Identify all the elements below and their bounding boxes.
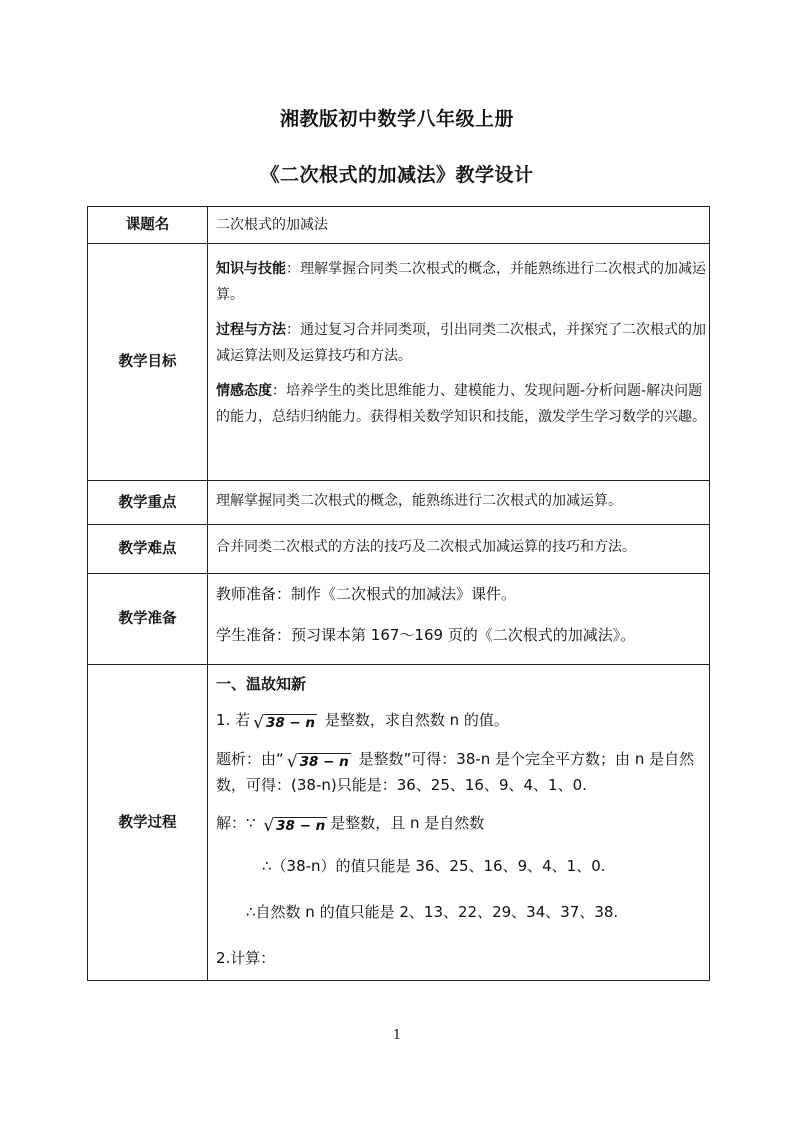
value-difficulties: 合并同类二次根式的方法的技巧及二次根式加减运算的技巧和方法。 xyxy=(208,525,710,574)
question-2: 2.计算： xyxy=(216,949,276,967)
label-goals: 教学目标 xyxy=(88,244,208,481)
label-difficulties: 教学难点 xyxy=(88,525,208,574)
label-process: 教学过程 xyxy=(88,665,208,981)
row-topic xyxy=(88,207,710,244)
label-topic: 课题名 xyxy=(88,207,208,244)
radical-sign-icon: √ xyxy=(253,713,264,733)
sqrt-expression xyxy=(263,817,327,835)
prep-student: 学生准备：预习课本第 167～169 页的《二次根式的加减法》。 xyxy=(216,626,636,644)
goal-process xyxy=(216,317,709,369)
row-goals xyxy=(88,244,710,481)
analysis-prefix: 题析：由“ xyxy=(216,750,284,768)
sqrt-expression xyxy=(253,714,317,732)
solution-step-2: ∴自然数 n 的值只能是 2、13、22、29、34、37、38. xyxy=(246,903,619,921)
radicand: 38 − n xyxy=(276,818,326,834)
goal-process-text: ：通过复习合并同类项，引出同类二次根式，并探究了二次根式的加减运算法则及运算技巧和方法。 xyxy=(216,322,706,364)
value-key-points: 理解掌握同类二次根式的概念，能熟练进行二次根式的加减运算。 xyxy=(208,481,710,525)
value-topic: 二次根式的加减法 xyxy=(208,207,710,244)
goal-process-head: 过程与方法 xyxy=(216,322,286,338)
goal-knowledge xyxy=(216,256,709,308)
sqrt-expression xyxy=(287,753,351,771)
goal-knowledge-head: 知识与技能 xyxy=(216,261,286,277)
radicand: 38 − n xyxy=(299,754,349,770)
solution xyxy=(216,812,709,835)
goal-attitude-text: ：培养学生的类比思维能力、建模能力、发现问题-分析问题-解决问题的能力，总结归纳能力。获得相关数学知识和技能，激发学生学习数学的兴趣。 xyxy=(216,383,706,425)
page-number: 1 xyxy=(392,1028,402,1043)
row-preparation xyxy=(88,574,710,665)
solution-prefix: 解：∵ xyxy=(216,814,261,832)
q1-prefix: 1. 若 xyxy=(216,711,251,729)
label-preparation: 教学准备 xyxy=(88,574,208,665)
lesson-plan-table xyxy=(87,206,710,981)
row-process xyxy=(88,665,710,981)
label-key-points: 教学重点 xyxy=(88,481,208,525)
question-1 xyxy=(216,709,709,732)
solution-step-1: ∴（38-n）的值只能是 36、25、16、9、4、1、0. xyxy=(262,857,606,875)
value-goals xyxy=(208,244,710,481)
row-difficulties xyxy=(88,525,710,574)
radical-sign-icon: √ xyxy=(263,816,275,836)
analysis-text: 是整数”可得：38-n 是个完全平方数；由 n 是自然数，可得：(38-n)只能是：36、25、16、9、4、1、0. xyxy=(216,750,695,794)
q1-suffix: 是整数，求自然数 n 的值。 xyxy=(320,711,509,729)
process-section-title: 一、温故知新 xyxy=(216,675,307,693)
row-key-points xyxy=(88,481,710,525)
document-title: 湘教版初中数学八年级上册 xyxy=(279,108,514,130)
prep-teacher: 教师准备：制作《二次根式的加减法》课件。 xyxy=(216,585,517,603)
solution-text: 是整数，且 n 是自然数 xyxy=(330,814,485,832)
value-process xyxy=(208,665,710,981)
goal-knowledge-text: ：理解掌握合同类二次根式的概念，并能熟练进行二次根式的加减运算。 xyxy=(216,261,706,303)
goal-attitude-head: 情感态度 xyxy=(216,383,272,399)
document-subtitle: 《二次根式的加减法》教学设计 xyxy=(260,164,534,186)
goal-attitude xyxy=(216,378,709,430)
value-preparation xyxy=(208,574,710,665)
radicand: 38 − n xyxy=(265,715,316,731)
radical-sign-icon: √ xyxy=(286,752,298,772)
analysis xyxy=(216,746,709,798)
